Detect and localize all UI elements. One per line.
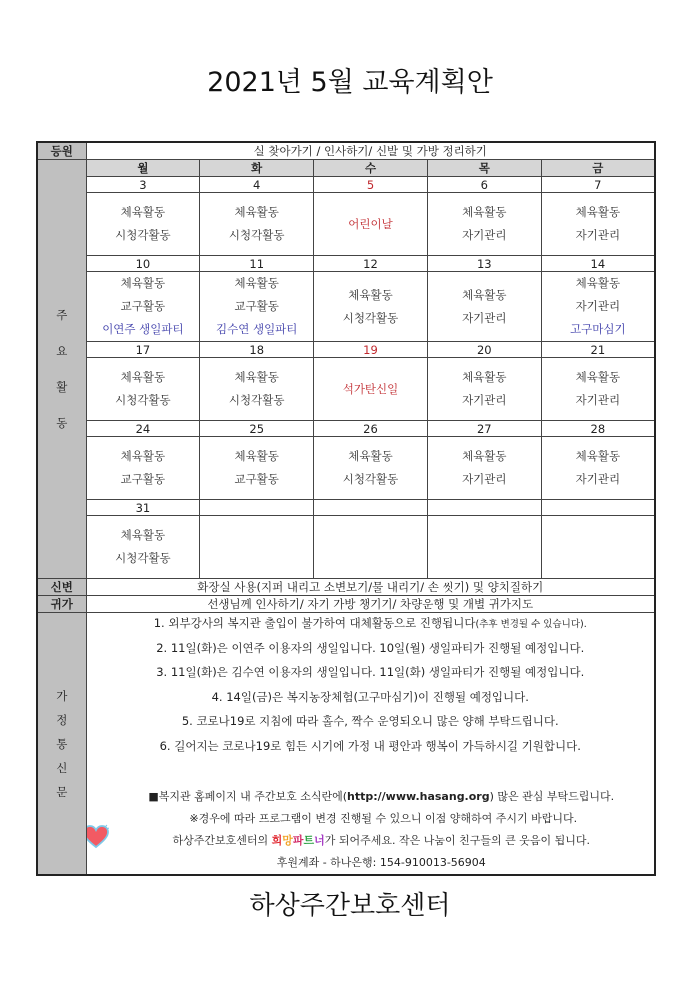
activity-cell — [86, 272, 200, 342]
news-item-1: 1. 외부강사의 복지관 출입이 불가하여 대체활동으로 진행됩니다(추후 변경될 수 있습니다). — [153, 616, 587, 630]
label-char: 정 — [56, 712, 68, 727]
page-title: 2021년 5월 교육계획안 — [207, 67, 493, 98]
activity-cell — [541, 272, 655, 342]
weekday-wed: 수 — [314, 160, 428, 177]
activity-cell — [314, 272, 428, 342]
activity-cell — [541, 193, 655, 256]
activity-cell — [427, 516, 541, 579]
date-cell — [200, 500, 314, 516]
activity-line: 자기관리 — [575, 299, 621, 313]
date-cell — [541, 500, 655, 516]
news-item-5: 5. 코로나19로 지침에 따라 홀수, 짝수 운영되오니 많은 양해 부탁드립니다. — [181, 714, 559, 728]
activity-row — [37, 272, 655, 342]
date-cell: 10 — [86, 256, 200, 272]
label-char: 동 — [56, 416, 68, 430]
label-char: 가 — [56, 688, 68, 703]
date-cell — [427, 500, 541, 516]
activity-cell — [427, 193, 541, 256]
activity-line: 체육활동 — [234, 276, 279, 290]
activity-note: 이연주 생일파티 — [102, 322, 184, 336]
date-cell: 7 — [541, 177, 655, 193]
weekday-fri: 금 — [541, 160, 655, 177]
hygiene-label: 신변 — [37, 579, 86, 596]
activity-line: 체육활동 — [120, 528, 166, 542]
partner-notice: 하상주간보호센터의 희망파트너가 되어주세요. 작은 나눔이 친구들의 큰 웃음이 됩니다. — [109, 830, 655, 852]
weekday-thu: 목 — [427, 160, 541, 177]
date-cell: 12 — [314, 256, 428, 272]
activity-cell — [314, 437, 428, 500]
weekday-header-row — [37, 160, 655, 177]
activity-line: 체육활동 — [120, 449, 166, 463]
activity-line: 자기관리 — [462, 310, 507, 325]
date-cell: 4 — [200, 177, 314, 193]
donation-account: 후원계좌 - 하나은행: 154-910013-56904 — [276, 856, 486, 869]
departure-text: 선생님께 인사하기/ 자기 가방 챙기기/ 차량운행 및 개별 귀가지도 — [86, 596, 655, 613]
news-item-6: 6. 길어지는 코로나19로 힘든 시기에 가정 내 평안과 행복이 가득하시길 기원합니다. — [159, 738, 581, 753]
activity-line: 체육활동 — [575, 370, 621, 384]
arrival-text: 실 찾아가기 / 인사하기/ 신발 및 가방 정리하기 — [86, 142, 655, 160]
activity-cell — [86, 358, 200, 421]
activity-line: 체육활동 — [462, 449, 507, 463]
date-cell: 26 — [314, 421, 428, 437]
activity-line: 체육활동 — [575, 276, 621, 290]
date-cell: 28 — [541, 421, 655, 437]
activity-line: 자기관리 — [575, 228, 621, 242]
label-char: 요 — [56, 344, 68, 358]
activity-line: 자기관리 — [462, 228, 507, 242]
activity-line: 자기관리 — [575, 472, 621, 486]
activity-line: 교구활동 — [234, 472, 279, 486]
activity-line: 체육활동 — [234, 370, 279, 384]
activity-line: 시청각활동 — [342, 310, 399, 325]
arrival-label: 등원 — [37, 142, 86, 160]
activity-line: 시청각활동 — [115, 228, 171, 242]
activity-row — [37, 516, 655, 579]
activity-cell — [86, 193, 200, 256]
homepage-notice: ■복지관 홈페이지 내 주간보호 소식란에(http://www.hasang.org) 많은 관심 부탁드립니다. — [148, 790, 615, 803]
date-cell: 20 — [427, 342, 541, 358]
activity-line: 체육활동 — [348, 287, 393, 302]
activity-cell — [200, 516, 314, 579]
hygiene-text: 화장실 사용(지퍼 내리고 소변보기/물 내리기/ 손 씻기) 및 양치질하기 — [86, 579, 655, 596]
activity-cell — [541, 358, 655, 421]
activity-line: 시청각활동 — [115, 551, 171, 565]
date-cell: 5 — [314, 177, 428, 193]
activity-line: 체육활동 — [120, 205, 166, 219]
news-item-3: 3. 11일(화)은 김수연 이용자의 생일입니다. 11일(화) 생일파티가 진행될 예정입니다. — [156, 665, 585, 679]
center-name: 하상주간보호센터 — [249, 891, 451, 921]
activity-line: 체육활동 — [575, 205, 621, 219]
label-char: 통 — [56, 736, 68, 751]
newsletter-notes — [87, 786, 655, 874]
date-cell: 19 — [314, 342, 428, 358]
activity-cell — [86, 437, 200, 500]
activity-line: 체육활동 — [575, 449, 621, 463]
activity-row — [37, 437, 655, 500]
news-item-4: 4. 14일(금)은 복지농장체험(고구마심기)이 진행될 예정입니다. — [211, 689, 529, 704]
label-char: 주 — [56, 308, 68, 322]
date-cell: 13 — [427, 256, 541, 272]
label-char: 신 — [56, 760, 68, 775]
arrival-row — [37, 142, 655, 160]
activity-line: 체육활동 — [120, 370, 166, 384]
date-cell: 17 — [86, 342, 200, 358]
date-cell: 18 — [200, 342, 314, 358]
date-row — [37, 177, 655, 193]
date-row — [37, 421, 655, 437]
activity-line: 시청각활동 — [228, 228, 285, 242]
activity-line: 자기관리 — [575, 393, 621, 407]
date-cell: 11 — [200, 256, 314, 272]
heart-icon — [86, 824, 109, 850]
departure-label: 귀가 — [37, 596, 86, 613]
date-cell: 21 — [541, 342, 655, 358]
activity-line: 체육활동 — [462, 287, 507, 302]
newsletter-row — [37, 613, 655, 876]
activity-line: 체육활동 — [234, 205, 279, 219]
weekday-tue: 화 — [200, 160, 314, 177]
activity-line: 시청각활동 — [115, 393, 171, 407]
activity-line: 시청각활동 — [228, 393, 285, 407]
departure-row — [37, 596, 655, 613]
activity-cell — [200, 272, 314, 342]
date-cell: 14 — [541, 256, 655, 272]
activity-cell — [314, 193, 428, 256]
date-cell: 6 — [427, 177, 541, 193]
date-row — [37, 256, 655, 272]
date-row — [37, 342, 655, 358]
activity-line: 체육활동 — [462, 205, 507, 219]
date-cell: 31 — [86, 500, 200, 516]
activity-line: 교구활동 — [234, 299, 279, 313]
main-activities-label — [37, 160, 86, 579]
date-row — [37, 500, 655, 516]
activity-note: 고구마심기 — [570, 322, 626, 336]
label-char: 문 — [56, 784, 68, 799]
activity-row — [37, 358, 655, 421]
activity-cell — [541, 437, 655, 500]
activity-cell — [200, 358, 314, 421]
change-notice: ※경우에 따라 프로그램이 변경 진행될 수 있으니 이점 양해하여 주시기 바랍니다. — [189, 812, 578, 825]
activity-cell — [86, 516, 200, 579]
activity-cell — [427, 272, 541, 342]
activity-line: 자기관리 — [462, 393, 507, 407]
activity-line: 체육활동 — [120, 276, 166, 290]
activity-cell — [314, 516, 428, 579]
activity-line: 교구활동 — [120, 472, 166, 486]
activity-cell — [200, 437, 314, 500]
activity-cell — [200, 193, 314, 256]
education-plan-table — [36, 141, 656, 876]
activity-line: 체육활동 — [462, 370, 507, 384]
activity-row — [37, 193, 655, 256]
activity-line: 자기관리 — [462, 472, 507, 486]
date-cell — [314, 500, 428, 516]
newsletter-content — [86, 613, 655, 876]
news-item-2: 2. 11일(화)은 이연주 이용자의 생일입니다. 10일(월) 생일파티가 진행될 예정입니다. — [156, 640, 585, 655]
homepage-link[interactable]: http://www.hasang.org — [347, 790, 490, 803]
date-cell: 3 — [86, 177, 200, 193]
activity-cell — [427, 437, 541, 500]
activity-line: 체육활동 — [234, 449, 279, 463]
date-cell: 27 — [427, 421, 541, 437]
activity-note: 김수연 생일파티 — [215, 322, 298, 336]
activity-cell — [314, 358, 428, 421]
activity-line: 어린이날 — [348, 216, 393, 231]
date-cell: 25 — [200, 421, 314, 437]
date-cell: 24 — [86, 421, 200, 437]
activity-cell — [427, 358, 541, 421]
activity-line: 체육활동 — [348, 449, 393, 463]
activity-cell — [541, 516, 655, 579]
label-char: 활 — [56, 380, 68, 394]
hygiene-row — [37, 579, 655, 596]
newsletter-label — [37, 613, 86, 876]
activity-line: 석가탄신일 — [342, 381, 399, 396]
activity-line: 교구활동 — [120, 299, 166, 313]
activity-line: 시청각활동 — [342, 472, 399, 486]
weekday-mon: 월 — [86, 160, 200, 177]
